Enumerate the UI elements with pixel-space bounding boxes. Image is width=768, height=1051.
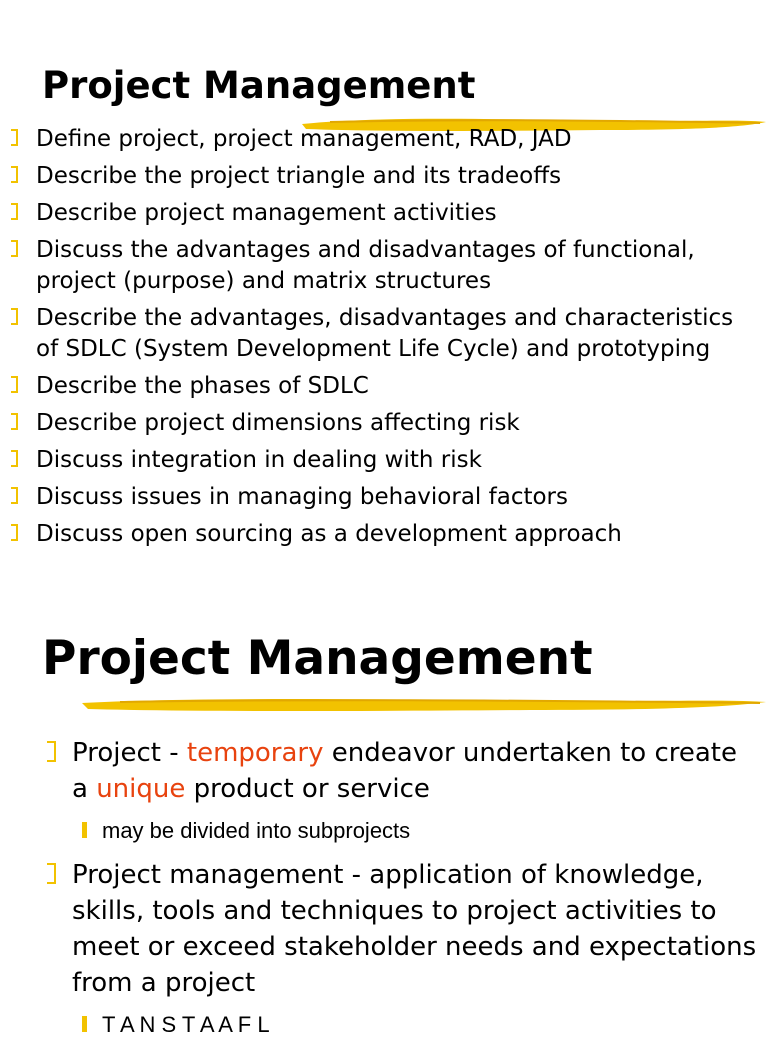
list-item <box>0 161 760 192</box>
list-item <box>0 519 760 550</box>
bullet-icon <box>8 127 22 158</box>
sub-bullet-text: T A N S T A A F L <box>102 1012 270 1037</box>
bullet-icon <box>8 485 22 516</box>
bullet-icon <box>44 861 60 897</box>
slide-definitions <box>0 565 768 1037</box>
sub-bullet-icon <box>82 822 87 838</box>
bullet-icon <box>8 374 22 405</box>
list-item <box>0 198 760 229</box>
definitions-list <box>0 735 760 1051</box>
bullet-text: Describe the phases of SDLC <box>36 373 369 399</box>
bullet-text: Discuss issues in managing behavioral factors <box>36 484 568 510</box>
bullet-icon <box>8 238 22 269</box>
list-item <box>0 445 760 476</box>
list-item <box>0 735 760 807</box>
objectives-list <box>0 124 760 556</box>
bullet-text: Discuss open sourcing as a development approach <box>36 521 622 547</box>
list-item <box>0 482 760 513</box>
definition-project-management: Project management - application of knowledge, skills, tools and techniques to project activities to meet or exceed stakeholder needs and expectations from a project <box>72 860 757 998</box>
bullet-text: Describe project management activities <box>36 200 497 226</box>
bullet-text: Describe the advantages, disadvantages and characteristics of SDLC (System Development Life Cycle) and prototyping <box>36 305 734 362</box>
list-item <box>0 408 760 439</box>
highlighter-stroke <box>80 690 768 720</box>
bullet-icon <box>8 164 22 195</box>
sub-bullet-text: may be divided into subprojects <box>102 818 411 843</box>
bullet-icon <box>8 306 22 337</box>
text-run: product or service <box>185 774 430 804</box>
bullet-icon <box>8 448 22 479</box>
bullet-text: Discuss the advantages and disadvantages of functional, project (purpose) and matrix structures <box>36 237 695 294</box>
highlighted-term: temporary <box>186 738 324 768</box>
text-run: Project - <box>72 738 187 768</box>
list-item <box>0 857 760 1001</box>
bullet-icon <box>8 201 22 232</box>
slide-title: Project Management <box>42 631 593 686</box>
sub-list-item <box>0 815 760 847</box>
list-item <box>0 371 760 402</box>
list-item <box>0 235 760 297</box>
bullet-icon <box>8 522 22 553</box>
definition-project <box>72 738 737 804</box>
sub-list-item <box>0 1009 760 1041</box>
sub-bullet-icon <box>82 1016 87 1032</box>
bullet-icon <box>8 411 22 442</box>
bullet-icon <box>44 739 60 775</box>
list-item <box>0 124 760 155</box>
bullet-text: Describe project dimensions affecting risk <box>36 410 520 436</box>
bullet-text: Define project, project management, RAD, JAD <box>36 126 572 152</box>
bullet-text: Describe the project triangle and its tradeoffs <box>36 163 562 189</box>
list-item <box>0 303 760 365</box>
slide-title: Project Management <box>42 64 476 107</box>
highlighted-term: unique <box>96 774 186 804</box>
bullet-text: Discuss integration in dealing with risk <box>36 447 482 473</box>
text-run: endeavor undertaken to create a <box>72 738 737 804</box>
